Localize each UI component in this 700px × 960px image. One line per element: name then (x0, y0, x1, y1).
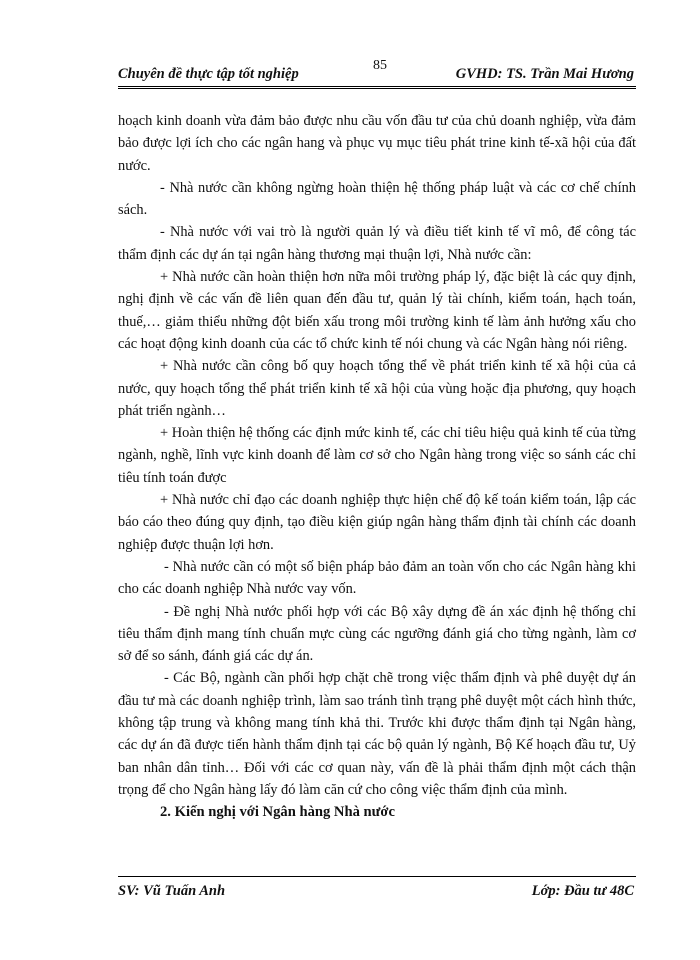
paragraph: - Đề nghị Nhà nước phối hợp với các Bộ xây dựng đề án xác định hệ thống chỉ tiêu thẩm định mang tính chuẩn mực cùng các ngưỡng đánh giá cho từng ngành, làm cơ sở để so sánh, đánh giá các dự án. (118, 603, 636, 665)
paragraph: + Nhà nước cần công bố quy hoạch tổng thể về phát triển kinh tế xã hội của cả nước, quy hoạch tổng thể phát triển kinh tế xã hội của vùng hoặc địa phương, quy hoạch phát triển ngành… (118, 358, 636, 419)
header-supervisor: GVHD: TS. Trần Mai Hương (455, 66, 634, 82)
page-header (118, 56, 636, 89)
document-body (118, 110, 636, 824)
paragraph: - Nhà nước cần không ngừng hoàn thiện hệ thống pháp luật và các cơ chế chính sách. (118, 179, 636, 219)
paragraph: - Nhà nước cần có một số biện pháp bảo đảm an toàn vốn cho các Ngân hàng khi cho các doanh nghiệp Nhà nước vay vốn. (118, 558, 636, 598)
paragraph: + Hoàn thiện hệ thống các định mức kinh tế, các chỉ tiêu hiệu quả kinh tế của từng ngành, nghề, lĩnh vực kinh doanh để làm cơ sở cho Ngân hàng trong việc so sánh các chỉ tiêu tính toán được (118, 425, 636, 486)
footer-student: SV: Vũ Tuấn Anh (118, 883, 226, 899)
page-number: 85 (373, 58, 387, 73)
paragraph: - Các Bộ, ngành cần phối hợp chặt chẽ trong việc thẩm định và phê duyệt dự án đầu tư mà các doanh nghiệp trình, làm sao tránh tình trạng phê duyệt một cách hình thức, không tập trung và không mang tính khả thi. Trước khi được thẩm định tại Ngân hàng, các dự án đã được tiến hành thẩm định tại các bộ quản lý ngành, Bộ Kế hoạch đầu tư, Uỷ ban nhân dân tỉnh… Đối với các cơ quan này, vấn đề là phải thẩm định một cách thận trọng để cho Ngân hàng lấy đó làm căn cứ cho công việc thẩm định của mình. (118, 670, 636, 798)
section-heading: 2. Kiến nghị với Ngân hàng Nhà nước (160, 804, 395, 821)
paragraph: hoạch kinh doanh vừa đảm bảo được nhu cầu vốn đầu tư của chủ doanh nghiệp, vừa đảm bảo được lợi ích cho các ngân hang và phục vụ mục tiêu phát trine kinh tế-xã hội của đất nước. (118, 113, 636, 174)
paragraph: + Nhà nước chỉ đạo các doanh nghiệp thực hiện chế độ kế toán kiểm toán, lập các báo cáo theo đúng quy định, tạo điều kiện giúp ngân hàng thẩm định tài chính các doanh nghiệp được thuận lợi hơn. (118, 492, 636, 553)
paragraph: + Nhà nước cần hoàn thiện hơn nữa môi trường pháp lý, đặc biệt là các quy định, nghị định về các vấn đề liên quan đến đầu tư, quản lý tài chính, kiểm toán, hạch toán, thuế,… giảm thiểu những đột biến xấu trong môi trường kinh tế làm ảnh hưởng xấu cho các hoạt động kinh doanh của các tổ chức kinh tế nói chung và các Ngân hàng nói riêng. (118, 269, 636, 352)
footer-class: Lớp: Đầu tư 48C (531, 883, 634, 899)
page-footer (118, 876, 636, 903)
header-report-title: Chuyên đề thực tập tốt nghiệp (118, 66, 299, 82)
paragraph: - Nhà nước với vai trò là người quản lý và điều tiết kinh tế vĩ mô, để công tác thẩm định các dự án tại ngân hàng thương mại thuận lợi, Nhà nước cần: (118, 224, 636, 263)
